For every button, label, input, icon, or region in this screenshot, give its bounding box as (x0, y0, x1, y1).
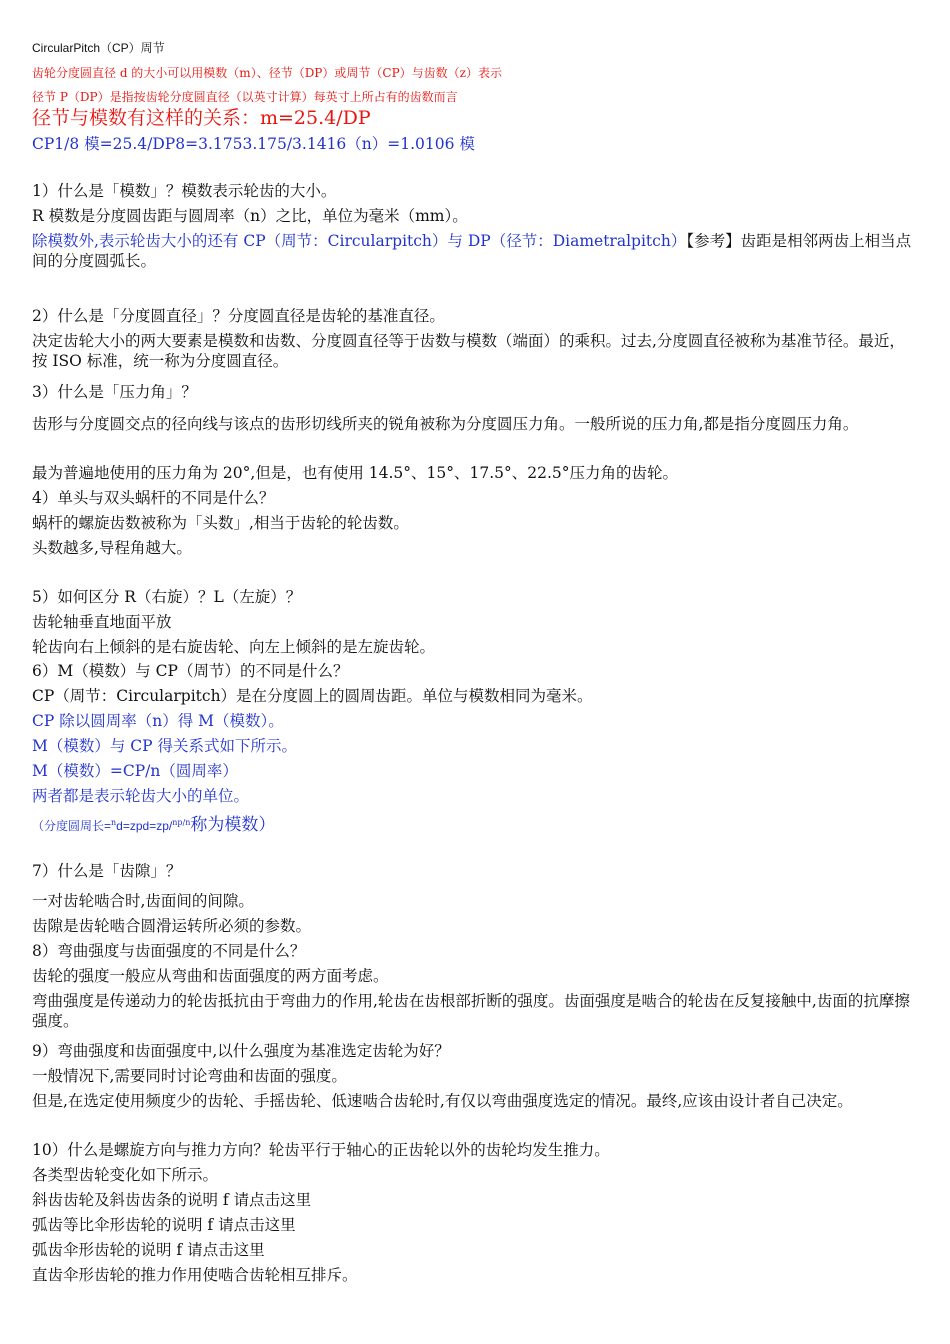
q10-body-1: 各类型齿轮变化如下所示。 (32, 1166, 219, 1184)
zerol-bevel-gear-link[interactable]: 弧齿等比伞形齿轮的说明 f 请点击这里 (32, 1216, 296, 1234)
q2-body: 决定齿轮大小的两大要素是模数和齿数、分度圆直径等于齿数与模数（端面）的乘积。过去,分度圆直径被称为基准节径。最近，按 ISO 标准，统一称为分度圆直径。 (32, 332, 905, 370)
q6-body-3: M（模数）与 CP 得关系式如下所示。 (32, 737, 298, 755)
q6-formula: M（模数）=CP/n（圆周率） (32, 762, 238, 780)
q8-body-1: 齿轮的强度一般应从弯曲和齿面强度的两方面考虑。 (32, 967, 389, 985)
q1-line-2-blue: 除模数外,表示轮齿大小的还有 CP（周节：Circularpitch）与 DP（径节：Diametralpitch） (32, 232, 687, 250)
q1-line-2 (32, 231, 912, 271)
q10-body-last: 直齿伞形齿轮的推力作用使啮合齿轮相互排斥。 (32, 1266, 358, 1284)
q4-body-1: 蜗杆的螺旋齿数被称为「头数」,相当于齿轮的轮齿数。 (32, 514, 409, 532)
cp-heading: CircularPitch（CP）周节 (32, 41, 165, 55)
q7-body-1: 一对齿轮啮合时,齿面间的间隙。 (32, 892, 254, 910)
q6-title: 6）M（模数）与 CP（周节）的不同是什么？ (32, 662, 349, 680)
q6-note-sup-1: n (111, 818, 117, 827)
q9-body-1: 一般情况下,需要同时讨论弯曲和齿面的强度。 (32, 1067, 347, 1085)
q5-body-1: 齿轮轴垂直地面平放 (32, 613, 172, 631)
spiral-bevel-gear-link[interactable]: 弧齿伞形齿轮的说明 f 请点击这里 (32, 1241, 265, 1259)
q1-title: 1）什么是「模数」？模数表示轮齿的大小。 (32, 182, 337, 200)
q7-body-2: 齿隙是齿轮啮合圆滑运转所必须的参数。 (32, 917, 312, 935)
q9-title: 9）弯曲强度和齿面强度中,以什么强度为基准选定齿轮为好？ (32, 1042, 450, 1060)
q2-title: 2）什么是「分度圆直径」？分度圆直径是齿轮的基准直径。 (32, 307, 445, 325)
q6-body-1: CP（周节：Circularpitch）是在分度圆上的圆周齿距。单位与模数相同为毫米。 (32, 687, 593, 705)
red-note-2: 径节 P（DP）是指按齿轮分度圆直径（以英寸计算）每英寸上所占有的齿数而言 (32, 90, 458, 104)
q6-body-2: CP 除以圆周率（n）得 M（模数）。 (32, 712, 284, 730)
q6-note-part-2: d=zpd=zp/ (116, 819, 173, 833)
red-note-1: 齿轮分度圆直径 d 的大小可以用模数（m）、径节（DP）或周节（CP）与齿数（z）表示 (32, 66, 502, 80)
q4-title: 4）单头与双头蜗杆的不同是什么？ (32, 489, 275, 507)
q3-body-2: 最为普遍地使用的压力角为 20°,但是，也有使用 14.5°、15°、17.5°、22.5°压力角的齿轮。 (32, 464, 679, 482)
q5-body-2: 轮齿向右上倾斜的是右旋齿轮、向左上倾斜的是左旋齿轮。 (32, 638, 436, 656)
q4-body-2: 头数越多,导程角越大。 (32, 539, 192, 557)
q3-body-1: 齿形与分度圆交点的径向线与该点的齿形切线所夹的锐角被称为分度圆压力角。一般所说的压力角,都是指分度圆压力角。 (32, 415, 859, 433)
q10-title: 10）什么是螺旋方向与推力方向？轮齿平行于轴心的正齿轮以外的齿轮均发生推力。 (32, 1141, 610, 1159)
q9-body-2: 但是,在选定使用频度少的齿轮、手摇齿轮、低速啮合齿轮时,有仅以弯曲强度选定的情况。最终,应该由设计者自己决定。 (32, 1092, 853, 1110)
q1-line-1: R 模数是分度圆齿距与圆周率（n）之比，单位为毫米（mm）。 (32, 207, 468, 225)
cp-conversion: CP1/8 模=25.4/DP8=3.1753.175/3.1416（n）=1.0106 模 (32, 135, 475, 153)
relation-heading: 径节与模数有这样的关系：m=25.4/DP (32, 107, 371, 129)
q6-note-part-1: （分度圆周长= (32, 819, 112, 833)
q6-body-4: 两者都是表示轮齿大小的单位。 (32, 787, 250, 805)
q6-note-sup-2: np/n (172, 818, 191, 827)
q6-note-part-3: 称为模数） (190, 815, 276, 835)
q3-title: 3）什么是「压力角」？ (32, 383, 197, 401)
q7-title: 7）什么是「齿隙」？ (32, 862, 182, 880)
helical-gear-link[interactable]: 斜齿齿轮及斜齿齿条的说明 f 请点击这里 (32, 1191, 312, 1209)
q8-title: 8）弯曲强度与齿面强度的不同是什么？ (32, 942, 306, 960)
q5-title: 5）如何区分 R（右旋）？L（左旋）？ (32, 588, 302, 606)
q8-body-2: 弯曲强度是传递动力的轮齿抵抗由于弯曲力的作用,轮齿在齿根部折断的强度。齿面强度是啮合的轮齿在反复接触中,齿面的抗摩擦强度。 (32, 992, 910, 1030)
q1-line-2-reference: 【参考】齿距是相邻两齿上相当点间的分度圆弧长。 (32, 232, 912, 270)
q6-circumference-note (32, 812, 275, 837)
